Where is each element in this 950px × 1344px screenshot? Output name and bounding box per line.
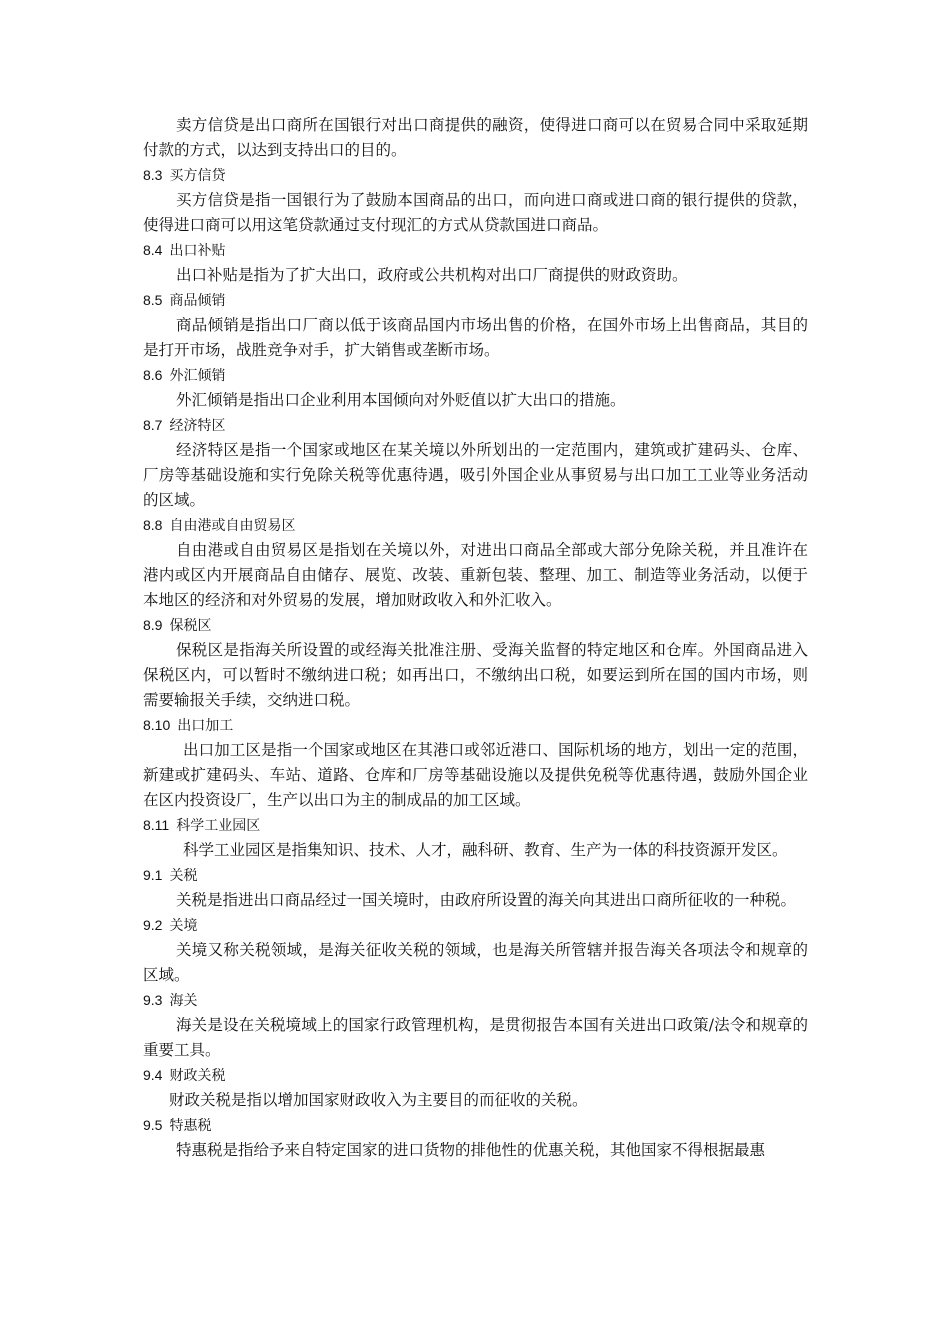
section-title: 关税: [169, 867, 198, 883]
section-title: 特惠税: [169, 1117, 212, 1133]
section-body: 买方信贷是指一国银行为了鼓励本国商品的出口，而向进口商或进口商的银行提供的贷款，使得进口商可以用这笔贷款通过支付现汇的方式从贷款国进口商品。: [143, 191, 808, 234]
section-number: 9.3: [143, 992, 163, 1008]
section-9-3: [143, 988, 808, 1063]
section-number: 9.5: [143, 1117, 163, 1133]
section-number: 8.7: [143, 417, 163, 433]
section-heading: [143, 713, 808, 738]
section-heading: [143, 363, 808, 388]
section-8-5: [143, 288, 808, 363]
section-title: 出口补贴: [169, 242, 226, 258]
section-number: 9.4: [143, 1067, 163, 1083]
section-heading: [143, 163, 808, 188]
section-title: 商品倾销: [169, 292, 226, 308]
section-heading: [143, 988, 808, 1013]
section-title: 科学工业园区: [176, 817, 261, 833]
section-title: 海关: [169, 992, 198, 1008]
section-title: 财政关税: [169, 1067, 226, 1083]
section-title: 外汇倾销: [169, 367, 226, 383]
section-heading: [143, 238, 808, 263]
section-title: 出口加工: [177, 717, 234, 733]
section-heading: [143, 913, 808, 938]
section-heading: [143, 288, 808, 313]
section-body: 保税区是指海关所设置的或经海关批准注册、受海关监督的特定地区和仓库。外国商品进入保税区内，可以暂时不缴纳进口税；如再出口，不缴纳出口税，如要运到所在国的国内市场，则需要输报关手续，交纳进口税。: [143, 641, 808, 709]
section-number: 9.1: [143, 867, 163, 883]
section-number: 8.6: [143, 367, 163, 383]
section-number: 8.10: [143, 717, 171, 733]
section-heading: [143, 613, 808, 638]
section-body: 关税是指进出口商品经过一国关境时，由政府所设置的海关向其进出口商所征收的一种税。: [176, 891, 797, 909]
section-body: 自由港或自由贸易区是指划在关境以外，对进出口商品全部或大部分免除关税，并且准许在港内或区内开展商品自由储存、展览、改装、重新包装、整理、加工、制造等业务活动，以便于本地区的经济和对外贸易的发展，增加财政收入和外汇收入。: [143, 541, 808, 609]
document-page: [143, 113, 808, 1163]
section-8-4: [143, 238, 808, 288]
section-title: 经济特区: [169, 417, 226, 433]
section-body: 出口补贴是指为了扩大出口，政府或公共机构对出口厂商提供的财政资助。: [176, 266, 688, 284]
section-heading: [143, 413, 808, 438]
section-body: 出口加工区是指一个国家或地区在其港口或邻近港口、国际机场的地方，划出一定的范围，新建或扩建码头、车站、道路、仓库和厂房等基础设施以及提供免税等优惠待遇，鼓励外国企业在区内投资设厂，生产以出口为主的制成品的加工区域。: [143, 741, 808, 809]
section-heading: [143, 1113, 808, 1138]
section-9-5: [143, 1113, 808, 1163]
section-body: 经济特区是指一个国家或地区在某关境以外所划出的一定范围内，建筑或扩建码头、仓库、厂房等基础设施和实行免除关税等优惠待遇，吸引外国企业从事贸易与出口加工工业等业务活动的区域。: [143, 441, 808, 509]
section-body: 科学工业园区是指集知识、技术、人才，融科研、教育、生产为一体的科技资源开发区。: [183, 841, 788, 859]
section-title: 保税区: [169, 617, 212, 633]
section-body: 外汇倾销是指出口企业利用本国倾向对外贬值以扩大出口的措施。: [176, 391, 626, 409]
section-number: 8.11: [143, 817, 170, 833]
section-8-3: [143, 163, 808, 238]
section-heading: [143, 813, 808, 838]
section-heading: [143, 513, 808, 538]
section-heading: [143, 1063, 808, 1088]
section-8-7: [143, 413, 808, 513]
section-9-1: [143, 863, 808, 913]
section-title: 买方信贷: [169, 167, 226, 183]
section-number: 8.5: [143, 292, 163, 308]
section-8-6: [143, 363, 808, 413]
section-body: 特惠税是指给予来自特定国家的进口货物的排他性的优惠关税，其他国家不得根据最惠: [176, 1141, 766, 1159]
section-title: 关境: [169, 917, 198, 933]
section-8-9: [143, 613, 808, 713]
section-number: 9.2: [143, 917, 163, 933]
section-8-8: [143, 513, 808, 613]
section-9-4: [143, 1063, 808, 1113]
section-9-2: [143, 913, 808, 988]
section-body: 商品倾销是指出口厂商以低于该商品国内市场出售的价格，在国外市场上出售商品，其目的是打开市场，战胜竞争对手，扩大销售或垄断市场。: [143, 316, 808, 359]
section-heading: [143, 863, 808, 888]
section-number: 8.3: [143, 167, 163, 183]
section-title: 自由港或自由贸易区: [169, 517, 296, 533]
section-number: 8.8: [143, 517, 163, 533]
section-number: 8.9: [143, 617, 163, 633]
section-body: 财政关税是指以增加国家财政收入为主要目的而征收的关税。: [169, 1091, 588, 1109]
section-body: 关境又称关税领域，是海关征收关税的领域，也是海关所管辖并报告海关各项法令和规章的区域。: [143, 941, 808, 984]
intro-paragraph: 卖方信贷是出口商所在国银行对出口商提供的融资，使得进口商可以在贸易合同中采取延期付款的方式，以达到支持出口的目的。: [143, 116, 808, 159]
section-number: 8.4: [143, 242, 163, 258]
section-8-11: [143, 813, 808, 863]
section-8-10: [143, 713, 808, 813]
section-body: 海关是设在关税境域上的国家行政管理机构，是贯彻报告本国有关进出口政策/法令和规章的重要工具。: [143, 1016, 808, 1059]
